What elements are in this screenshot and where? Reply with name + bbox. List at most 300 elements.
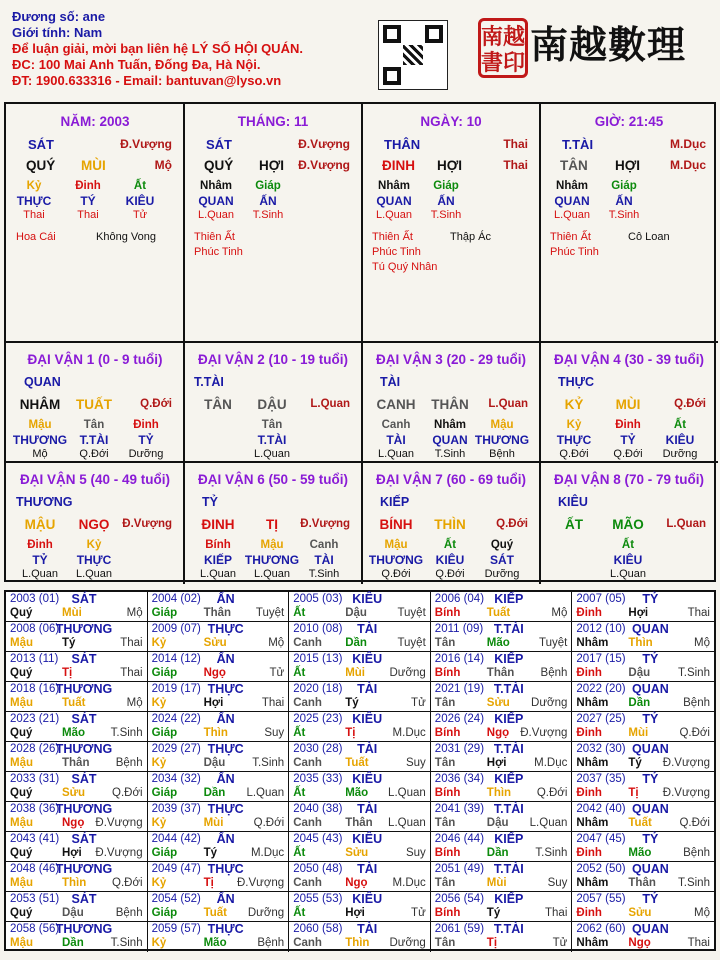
year-branch: Tuất xyxy=(345,757,369,769)
luck-hidden-stem: Ất xyxy=(443,539,457,551)
header-info xyxy=(12,9,303,89)
year-god: TỶ xyxy=(642,892,659,906)
year-god: ẤN xyxy=(216,832,235,846)
luck-title: ĐẠI VẬN 2 (10 - 19 tuổi) xyxy=(197,352,349,367)
year-stem: Nhâm xyxy=(576,637,609,649)
year-label: 2026 (24) xyxy=(434,713,485,725)
address-line: ĐC: 100 Mai Anh Tuấn, Đống Đa, Hà Nội. xyxy=(12,57,261,72)
luck-hidden-phase: Dưỡng xyxy=(484,568,520,580)
luck-hidden-phase: Q.Đới xyxy=(79,448,109,460)
year-stem: Quý xyxy=(10,727,33,739)
luck-title: ĐẠI VẬN 6 (50 - 59 tuổi) xyxy=(197,472,349,487)
pillar-stem: QUÝ xyxy=(26,158,56,173)
pillar-stem-status: Đ.Vượng xyxy=(298,137,350,151)
year-stem: Kỷ xyxy=(151,757,167,769)
year-god: TỶ xyxy=(642,832,659,846)
year-god: THỰC xyxy=(207,682,244,696)
year-branch: Hợi xyxy=(628,607,649,619)
year-phase: Mộ xyxy=(694,637,710,649)
luck-phase: L.Quan xyxy=(488,398,528,410)
year-branch: Thân xyxy=(203,607,232,619)
year-phase: Dưỡng xyxy=(247,907,285,919)
luck-god: KIÊU xyxy=(558,495,588,509)
pillar-cell xyxy=(362,104,540,342)
year-cell xyxy=(148,592,290,622)
year-stem: Mậu xyxy=(10,757,33,769)
year-god: THỰC xyxy=(207,862,244,876)
year-cell xyxy=(6,892,148,922)
year-cell xyxy=(431,802,573,832)
luck-hidden-stem: Ất xyxy=(673,419,687,431)
year-branch: Tý xyxy=(203,847,218,859)
luck-cell xyxy=(184,462,362,582)
year-cell xyxy=(148,712,290,742)
year-stem: Canh xyxy=(293,877,322,889)
pillar-cell xyxy=(6,104,184,342)
gender-value: Nam xyxy=(73,25,103,40)
year-god: KIẾP xyxy=(494,712,524,726)
year-phase: Tuyệt xyxy=(539,637,568,649)
year-cell xyxy=(289,802,431,832)
star-left: Thiên Ất xyxy=(194,231,235,243)
year-phase: Đ.Vượng xyxy=(662,757,710,769)
year-cell xyxy=(148,862,290,892)
year-branch: Mùi xyxy=(628,727,649,739)
year-stem: Kỷ xyxy=(151,817,167,829)
year-stem: Mậu xyxy=(10,877,33,889)
luck-hidden-god: THỰC xyxy=(556,433,592,447)
year-god: THƯƠNG xyxy=(55,802,113,816)
luck-stem: TÂN xyxy=(204,397,232,412)
hidden-god: KIÊU xyxy=(125,194,155,208)
luck-cell xyxy=(6,462,184,582)
year-branch: Dần xyxy=(203,787,226,799)
year-label: 2044 (42) xyxy=(151,833,201,845)
year-label: 2060 (58) xyxy=(293,923,343,935)
year-branch: Mùi xyxy=(203,817,224,829)
year-cell xyxy=(572,652,714,682)
year-phase: Mộ xyxy=(551,607,568,619)
year-god: T.TÀI xyxy=(493,922,524,936)
year-label: 2037 (35) xyxy=(576,773,626,785)
luck-hidden-god: THƯƠNG xyxy=(368,553,424,567)
year-cell xyxy=(431,712,573,742)
year-god: QUAN xyxy=(631,682,669,696)
luck-branch: MÃO xyxy=(612,517,644,532)
year-cell xyxy=(6,592,148,622)
year-god: SÁT xyxy=(71,652,97,666)
luck-hidden-god: THƯƠNG xyxy=(244,553,300,567)
year-cell xyxy=(572,772,714,802)
hidden-god: ẤN xyxy=(615,194,633,208)
year-phase: Thai xyxy=(120,637,143,649)
year-stem: Canh xyxy=(293,757,322,769)
year-cell xyxy=(431,742,573,772)
luck-cell xyxy=(184,342,362,462)
luck-hidden-phase: L.Quan xyxy=(253,568,291,580)
year-cell xyxy=(572,592,714,622)
year-stem: Tân xyxy=(434,757,456,769)
year-god: THỰC xyxy=(207,742,244,756)
year-stem: Ất xyxy=(293,907,306,919)
year-label: 2017 (15) xyxy=(576,653,626,665)
year-cell xyxy=(6,712,148,742)
year-stem: Canh xyxy=(293,937,322,949)
year-branch: Mão xyxy=(628,847,652,859)
year-stem: Ất xyxy=(293,787,306,799)
luck-phase: Q.Đới xyxy=(140,398,172,410)
luck-hidden-god: THỰC xyxy=(76,553,112,567)
year-phase: Mộ xyxy=(126,697,143,709)
year-phase: Suy xyxy=(405,847,426,859)
year-stem: Nhâm xyxy=(576,817,609,829)
year-god: SÁT xyxy=(71,592,97,606)
year-stem: Nhâm xyxy=(576,757,609,769)
year-label: 2056 (54) xyxy=(434,893,485,905)
year-phase: Mộ xyxy=(268,637,285,649)
year-cell xyxy=(148,742,290,772)
year-label: 2035 (33) xyxy=(293,773,343,785)
luck-hidden-phase: Dưỡng xyxy=(128,448,164,460)
luck-phase: Đ.Vượng xyxy=(300,518,350,530)
luck-hidden-stem: Tân xyxy=(261,419,283,431)
year-cell xyxy=(572,862,714,892)
year-branch: Thân xyxy=(345,817,373,829)
luck-hidden-god: THƯƠNG xyxy=(474,433,530,447)
year-branch: Tuất xyxy=(62,697,86,709)
year-cell xyxy=(148,922,290,952)
year-phase: Dưỡng xyxy=(389,937,426,949)
year-label: 2009 (07) xyxy=(151,623,201,635)
year-phase: Dưỡng xyxy=(531,697,568,709)
year-stem: Nhâm xyxy=(576,877,609,889)
year-branch: Mão xyxy=(203,937,227,949)
year-cell xyxy=(6,772,148,802)
year-phase: T.Sinh xyxy=(110,937,143,949)
year-god: KIẾP xyxy=(494,892,524,906)
year-branch: Tuất xyxy=(203,907,228,919)
year-cell xyxy=(572,922,714,952)
luck-hidden-phase: Q.Đới xyxy=(613,448,643,460)
year-god: TỶ xyxy=(642,772,659,786)
hidden-god: QUAN xyxy=(554,194,590,208)
year-branch: Tị xyxy=(628,787,639,799)
hidden-stem: Giáp xyxy=(611,180,637,192)
luck-hidden-stem: Mậu xyxy=(490,419,514,431)
luck-title: ĐẠI VẬN 8 (70 - 79 tuổi) xyxy=(553,472,705,487)
year-branch: Tuất xyxy=(628,817,652,829)
year-god: QUAN xyxy=(631,802,669,816)
year-label: 2051 (49) xyxy=(434,863,485,875)
year-cell xyxy=(148,652,290,682)
pillar-branch: MÙI xyxy=(81,158,106,173)
year-stem: Mậu xyxy=(10,697,33,709)
brand-logo: 南越數理 xyxy=(530,22,687,67)
pillar-phase: Mộ xyxy=(154,158,172,172)
year-god: SÁT xyxy=(71,892,97,906)
year-god: KIẾP xyxy=(494,652,524,666)
year-stem: Bính xyxy=(434,907,461,919)
luck-hidden-god: T.TÀI xyxy=(79,433,109,447)
year-phase: Thai xyxy=(687,937,710,949)
year-god: QUAN xyxy=(631,922,669,936)
year-stem: Ất xyxy=(293,847,306,859)
luck-god: T.TÀI xyxy=(194,375,224,389)
year-label: 2027 (25) xyxy=(576,713,626,725)
year-god: THỰC xyxy=(207,622,244,636)
year-branch: Sửu xyxy=(628,907,652,919)
year-cell xyxy=(431,592,573,622)
year-stem: Ất xyxy=(293,667,306,679)
year-cell xyxy=(572,892,714,922)
year-phase: Đ.Vượng xyxy=(95,847,143,859)
hidden-god: TÝ xyxy=(80,194,96,208)
luck-hidden-stem: Mậu xyxy=(28,419,52,431)
luck-hidden-stem: Kỷ xyxy=(566,419,582,431)
year-stem: Bính xyxy=(434,667,461,679)
year-phase: Thai xyxy=(261,697,285,709)
year-label: 2003 (01) xyxy=(10,593,60,605)
year-label: 2025 (23) xyxy=(293,713,343,725)
year-stem: Quý xyxy=(10,787,33,799)
year-phase: Tuyệt xyxy=(397,637,426,649)
year-cell xyxy=(289,832,431,862)
year-stem: Đinh xyxy=(576,607,602,619)
year-branch: Dậu xyxy=(62,907,84,919)
contact-invite: Để luận giải, mời bạn liên hệ LÝ SỐ HỘI QUÁN. xyxy=(12,41,303,56)
year-branch: Mão xyxy=(62,727,85,739)
year-phase: L.Quan xyxy=(388,817,426,829)
year-branch: Ngọ xyxy=(628,937,651,949)
luck-hidden-stem: Mậu xyxy=(384,539,408,551)
year-label: 2004 (02) xyxy=(151,593,201,605)
pillar-title: NĂM: 2003 xyxy=(60,114,130,129)
year-god: SÁT xyxy=(71,712,97,726)
year-branch: Tị xyxy=(345,727,356,739)
year-phase: M.Dục xyxy=(534,757,568,769)
pillar-branch: HỢI xyxy=(615,158,641,173)
year-label: 2040 (38) xyxy=(293,803,343,815)
luck-hidden-god: KIÊU xyxy=(613,553,643,567)
star-left: Tú Quý Nhân xyxy=(372,261,438,273)
year-phase: Bệnh xyxy=(683,697,710,709)
pillar-god: SÁT xyxy=(206,137,232,152)
year-phase: Q.Đới xyxy=(679,727,710,739)
luck-phase: Đ.Vượng xyxy=(122,518,172,530)
year-label: 2022 (20) xyxy=(576,683,626,695)
year-cell xyxy=(289,592,431,622)
luck-hidden-stem: Bính xyxy=(205,539,231,551)
year-stem: Đinh xyxy=(576,907,602,919)
year-cell xyxy=(148,802,290,832)
year-branch: Hợi xyxy=(345,907,365,919)
year-god: THƯƠNG xyxy=(55,922,113,936)
year-cell xyxy=(148,682,290,712)
luck-hidden-stem: Đinh xyxy=(133,419,159,431)
luck-hidden-stem: Tân xyxy=(83,419,105,431)
year-branch: Mão xyxy=(486,637,510,649)
year-god: THƯƠNG xyxy=(55,742,113,756)
luck-hidden-phase: L.Quan xyxy=(199,568,237,580)
year-god: SÁT xyxy=(71,772,97,786)
year-god: TÀI xyxy=(357,922,378,936)
year-phase: Tuyệt xyxy=(255,607,285,619)
hidden-god: ẤN xyxy=(437,194,455,208)
luck-hidden-stem: Đinh xyxy=(27,539,53,551)
luck-hidden-god: T.TÀI xyxy=(257,433,287,447)
year-label: 2043 (41) xyxy=(10,833,60,845)
year-label: 2018 (16) xyxy=(10,683,60,695)
year-cell xyxy=(431,652,573,682)
year-god: KIẾP xyxy=(494,592,524,606)
year-god: KIÊU xyxy=(352,832,383,846)
year-stem: Mậu xyxy=(10,937,33,949)
year-stem: Quý xyxy=(10,847,33,859)
luck-hidden-stem: Canh xyxy=(381,419,411,431)
hidden-phase: Thai xyxy=(77,209,99,221)
luck-branch: MÙI xyxy=(615,397,641,412)
year-stem: Nhâm xyxy=(576,937,609,949)
year-cell xyxy=(6,742,148,772)
year-label: 2055 (53) xyxy=(293,893,343,905)
luck-phase: Q.Đới xyxy=(674,398,706,410)
year-label: 2046 (44) xyxy=(434,833,485,845)
year-branch: Tị xyxy=(486,937,498,949)
year-god: TÀI xyxy=(357,622,378,636)
year-phase: Đ.Vượng xyxy=(520,727,568,739)
luck-hidden-stem: Mậu xyxy=(260,539,284,551)
year-label: 2053 (51) xyxy=(10,893,60,905)
year-branch: Thìn xyxy=(486,787,512,799)
year-phase: L.Quan xyxy=(388,787,426,799)
year-label: 2021 (19) xyxy=(434,683,485,695)
year-phase: L.Quan xyxy=(246,787,285,799)
luck-god: TÀI xyxy=(380,375,401,389)
star-left: Phúc Tinh xyxy=(372,246,421,258)
hidden-phase: Tử xyxy=(132,209,148,221)
year-branch: Hợi xyxy=(486,757,507,769)
year-phase: Q.Đới xyxy=(679,817,710,829)
year-god: KIÊU xyxy=(352,892,383,906)
star-left: Thiên Ất xyxy=(550,231,591,243)
luck-title: ĐẠI VẬN 5 (40 - 49 tuổi) xyxy=(19,472,171,487)
year-cell xyxy=(289,892,431,922)
luck-stem: ĐINH xyxy=(201,517,235,532)
luck-hidden-phase: L.Quan xyxy=(609,568,647,580)
year-phase: T.Sinh xyxy=(678,667,710,679)
year-cell xyxy=(289,712,431,742)
year-label: 2033 (31) xyxy=(10,773,60,785)
star-left: Thiên Ất xyxy=(372,231,413,243)
year-phase: Tuyệt xyxy=(397,607,426,619)
luck-stem: NHÂM xyxy=(19,397,61,412)
year-phase: Bệnh xyxy=(540,667,568,679)
pillar-stem: ĐINH xyxy=(382,158,415,173)
year-god: ẤN xyxy=(216,892,235,906)
year-phase: Mộ xyxy=(126,607,143,619)
hidden-stem: Ất xyxy=(133,180,147,192)
luck-stem: KỶ xyxy=(564,397,584,412)
luck-god: QUAN xyxy=(24,375,61,389)
year-branch: Thìn xyxy=(628,637,653,649)
year-branch: Dần xyxy=(486,847,509,859)
luck-hidden-stem: Kỷ xyxy=(86,539,102,551)
year-branch: Sửu xyxy=(486,697,510,709)
luck-hidden-stem: Nhâm xyxy=(434,419,466,431)
luck-hidden-phase: Dưỡng xyxy=(662,448,698,460)
year-god: TỶ xyxy=(642,592,659,606)
year-branch: Tị xyxy=(62,667,73,679)
year-branch: Thìn xyxy=(62,877,87,889)
year-phase: Đ.Vượng xyxy=(95,817,143,829)
luck-hidden-god: SÁT xyxy=(490,553,514,567)
year-branch: Dần xyxy=(62,937,84,949)
year-god: ẤN xyxy=(216,712,235,726)
luck-branch: TUẤT xyxy=(76,397,112,412)
luck-title: ĐẠI VẬN 1 (0 - 9 tuổi) xyxy=(27,352,163,367)
pillar-stem: TÂN xyxy=(560,158,588,173)
year-branch: Tý xyxy=(62,637,76,649)
hidden-stem: Nhâm xyxy=(556,180,588,192)
year-phase: T.Sinh xyxy=(535,847,568,859)
year-stem: Giáp xyxy=(151,667,178,679)
luck-cell xyxy=(540,462,718,582)
year-cell xyxy=(572,802,714,832)
year-label: 2059 (57) xyxy=(151,923,201,935)
year-phase: Q.Đới xyxy=(112,787,143,799)
year-god: KIÊU xyxy=(352,652,383,666)
year-god: KIÊU xyxy=(352,712,383,726)
year-phase: M.Dục xyxy=(392,877,426,889)
luck-hidden-phase: T.Sinh xyxy=(308,568,340,580)
luck-hidden-phase: Bệnh xyxy=(489,448,515,460)
owner-name: Đương số: ane xyxy=(12,9,106,24)
year-stem: Bính xyxy=(434,787,461,799)
luck-branch: NGỌ xyxy=(78,517,110,532)
year-branch: Dậu xyxy=(345,607,367,619)
year-cell xyxy=(6,682,148,712)
hidden-stem: Nhâm xyxy=(378,180,410,192)
pillar-title: NGÀY: 10 xyxy=(420,114,482,129)
year-god: THƯƠNG xyxy=(55,862,113,876)
year-phase: Bệnh xyxy=(115,757,143,769)
hidden-phase: L.Quan xyxy=(197,209,235,221)
year-stem: Tân xyxy=(434,937,456,949)
hidden-stem: Giáp xyxy=(433,180,459,192)
luck-hidden-phase: L.Quan xyxy=(21,568,59,580)
luck-branch: DẬU xyxy=(257,397,287,412)
hidden-stem: Nhâm xyxy=(200,180,232,192)
year-god: ẤN xyxy=(216,592,235,606)
year-branch: Thân xyxy=(486,667,515,679)
year-stem: Giáp xyxy=(151,847,178,859)
luck-hidden-stem: Ất xyxy=(621,539,635,551)
luck-hidden-god: THƯƠNG xyxy=(12,433,68,447)
year-label: 2032 (30) xyxy=(576,743,626,755)
year-cell xyxy=(572,742,714,772)
year-phase: Bệnh xyxy=(257,937,285,949)
year-god: KIÊU xyxy=(352,592,383,606)
pillar-branch: HỢI xyxy=(259,158,285,173)
year-stem: Giáp xyxy=(151,787,178,799)
year-branch: Ngọ xyxy=(62,817,85,829)
year-phase: Suy xyxy=(547,877,568,889)
year-label: 2006 (04) xyxy=(434,593,485,605)
year-cell xyxy=(572,712,714,742)
luck-hidden-stem: Quý xyxy=(490,539,514,551)
luck-title: ĐẠI VẬN 4 (30 - 39 tuổi) xyxy=(553,352,705,367)
year-phase: Tử xyxy=(411,697,426,709)
